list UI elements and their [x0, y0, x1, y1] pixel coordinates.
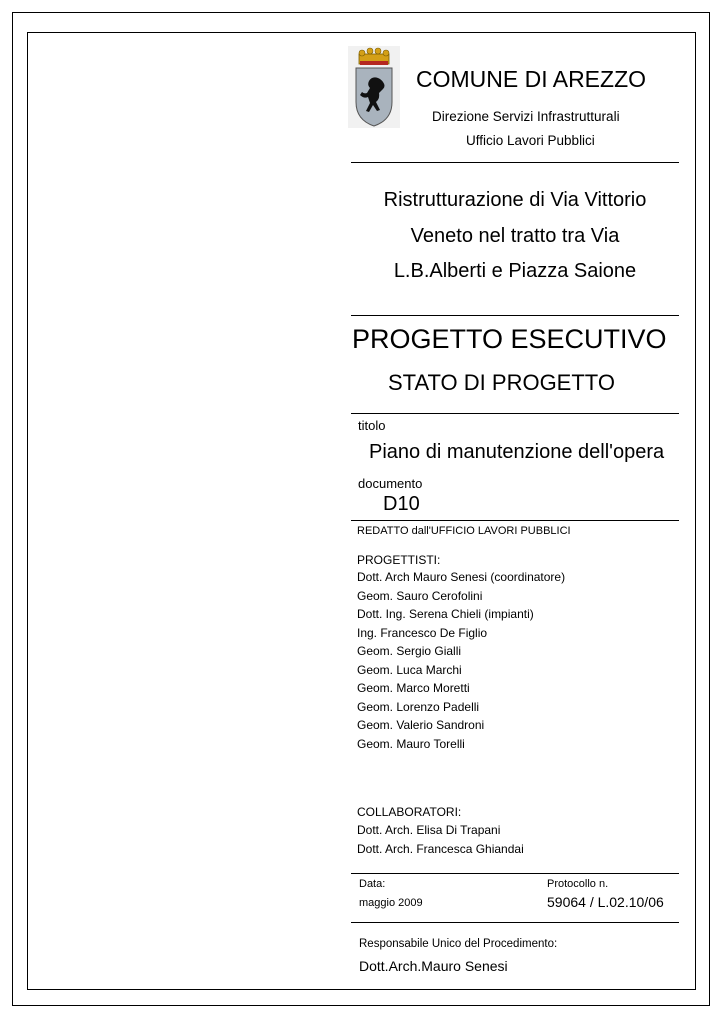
designer-name: Geom. Mauro Torelli [357, 736, 465, 751]
rup-label: Responsabile Unico del Procedimento: [359, 938, 558, 950]
collaborator-name: Dott. Arch. Elisa Di Trapani [357, 823, 501, 837]
designer-name: Geom. Marco Moretti [357, 681, 470, 695]
rup-name: Dott.Arch.Mauro Senesi [359, 958, 508, 974]
designer-name: Geom. Lorenzo Padelli [357, 699, 480, 714]
designer-name: Geom. Luca Marchi [357, 662, 462, 677]
document-code: D10 [383, 493, 420, 515]
designer-name: Geom. Sauro Cerofolini [357, 588, 483, 603]
collaborators-heading: COLLABORATORI: [357, 805, 462, 819]
divider [351, 413, 679, 414]
designer-name: Geom. Valerio Sandroni [357, 718, 485, 732]
title-label: titolo [358, 418, 386, 433]
document-title: Piano di manutenzione dell'opera [369, 441, 665, 463]
designer-name: Dott. Ing. Serena Chieli (impianti) [357, 607, 534, 621]
collaborator-name: Dott. Arch. Francesca Ghiandai [357, 841, 524, 856]
designer-name: Dott. Arch Mauro Senesi (coordinatore) [357, 570, 566, 584]
project-title-line3: L.B.Alberti e Piazza Saione [393, 260, 637, 282]
entity-name: COMUNE DI AREZZO [416, 66, 647, 92]
designer-name: Geom. Sergio Gialli [357, 644, 462, 658]
drafted-by: REDATTO dall'UFFICIO LAVORI PUBBLICI [357, 525, 571, 537]
designers-list [357, 570, 565, 755]
date-label: Data: [359, 878, 386, 890]
divider [351, 922, 679, 923]
designers-heading: PROGETTISTI: [357, 553, 441, 567]
phase-subtitle: STATO DI PROGETTO [388, 370, 615, 395]
divider [351, 162, 679, 163]
document-label: documento [358, 476, 423, 491]
divider [351, 315, 679, 316]
protocol-value: 59064 / L.02.10/06 [547, 894, 664, 910]
designer-name: Ing. Francesco De Figlio [357, 625, 488, 640]
arezzo-coat-of-arms-icon [348, 46, 400, 128]
office-name: Ufficio Lavori Pubblici [466, 133, 595, 148]
collaborators-list [357, 823, 524, 860]
date-value: maggio 2009 [359, 897, 423, 909]
department-name: Direzione Servizi Infrastrutturali [432, 109, 620, 124]
protocol-label: Protocollo n. [547, 878, 609, 890]
project-title-line1: Ristrutturazione di Via Vittorio [383, 189, 647, 211]
project-title-line2: Veneto nel tratto tra Via [410, 225, 620, 247]
phase-title: PROGETTO ESECUTIVO [352, 324, 667, 354]
divider [351, 873, 679, 874]
divider [351, 520, 679, 521]
